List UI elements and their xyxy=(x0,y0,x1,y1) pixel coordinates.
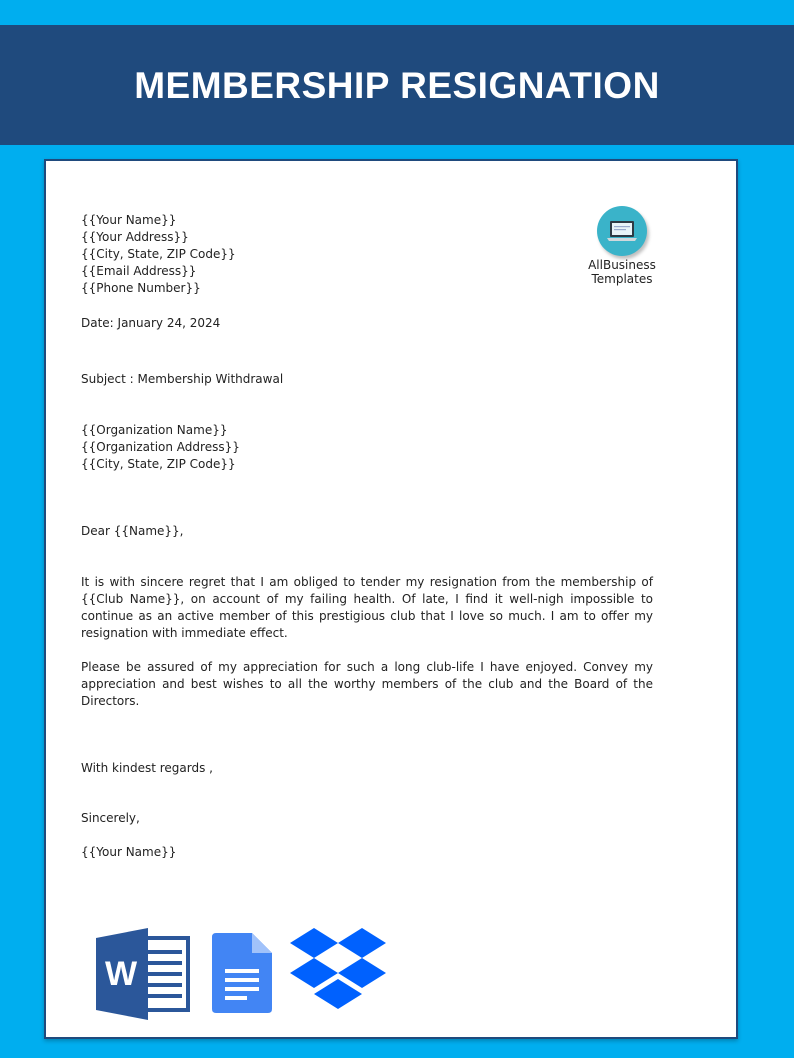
paragraph-1: It is with sincere regret that I am obliged to tender my resignation from the membership of {{Club Name}}, on account of my failing health. Of late, I find it well-nigh impossible to continue as an active member of this prestigious club that I love so much. I am to offer my resignation with immediate effect. xyxy=(81,575,653,640)
sender-city: {{City, State, ZIP Code}} xyxy=(81,247,236,261)
regards: With kindest regards , xyxy=(81,761,213,775)
closing: Sincerely, xyxy=(81,811,140,825)
letter-body xyxy=(81,212,653,861)
sender-phone: {{Phone Number}} xyxy=(81,281,201,295)
page-title: MEMBERSHIP RESIGNATION xyxy=(134,65,660,106)
recipient-org-name: {{Organization Name}} xyxy=(81,423,228,437)
word-icon[interactable] xyxy=(96,928,190,1020)
signature: {{Your Name}} xyxy=(81,845,177,859)
letter-date: Date: January 24, 2024 xyxy=(81,316,221,330)
recipient-block xyxy=(81,422,653,473)
paragraph-2: Please be assured of my appreciation for such a long club-life I have enjoyed. Convey my appreciation and best wishes to all the worthy members of the club and the Board of the Directors. xyxy=(81,660,653,708)
dropbox-icon[interactable] xyxy=(290,928,386,1018)
salutation: Dear {{Name}}, xyxy=(81,524,184,538)
top-strip xyxy=(0,0,794,25)
sender-email: {{Email Address}} xyxy=(81,264,197,278)
sender-block xyxy=(81,212,653,297)
recipient-org-address: {{Organization Address}} xyxy=(81,440,240,454)
word-icon-letter: W xyxy=(104,955,138,993)
recipient-city: {{City, State, ZIP Code}} xyxy=(81,457,236,471)
google-docs-icon[interactable] xyxy=(212,933,272,1013)
logo-line-1: AllBusiness xyxy=(588,258,656,272)
sender-address: {{Your Address}} xyxy=(81,230,189,244)
sender-name: {{Your Name}} xyxy=(81,213,177,227)
letter-subject: Subject : Membership Withdrawal xyxy=(81,372,284,386)
logo-line-2: Templates xyxy=(591,272,653,286)
